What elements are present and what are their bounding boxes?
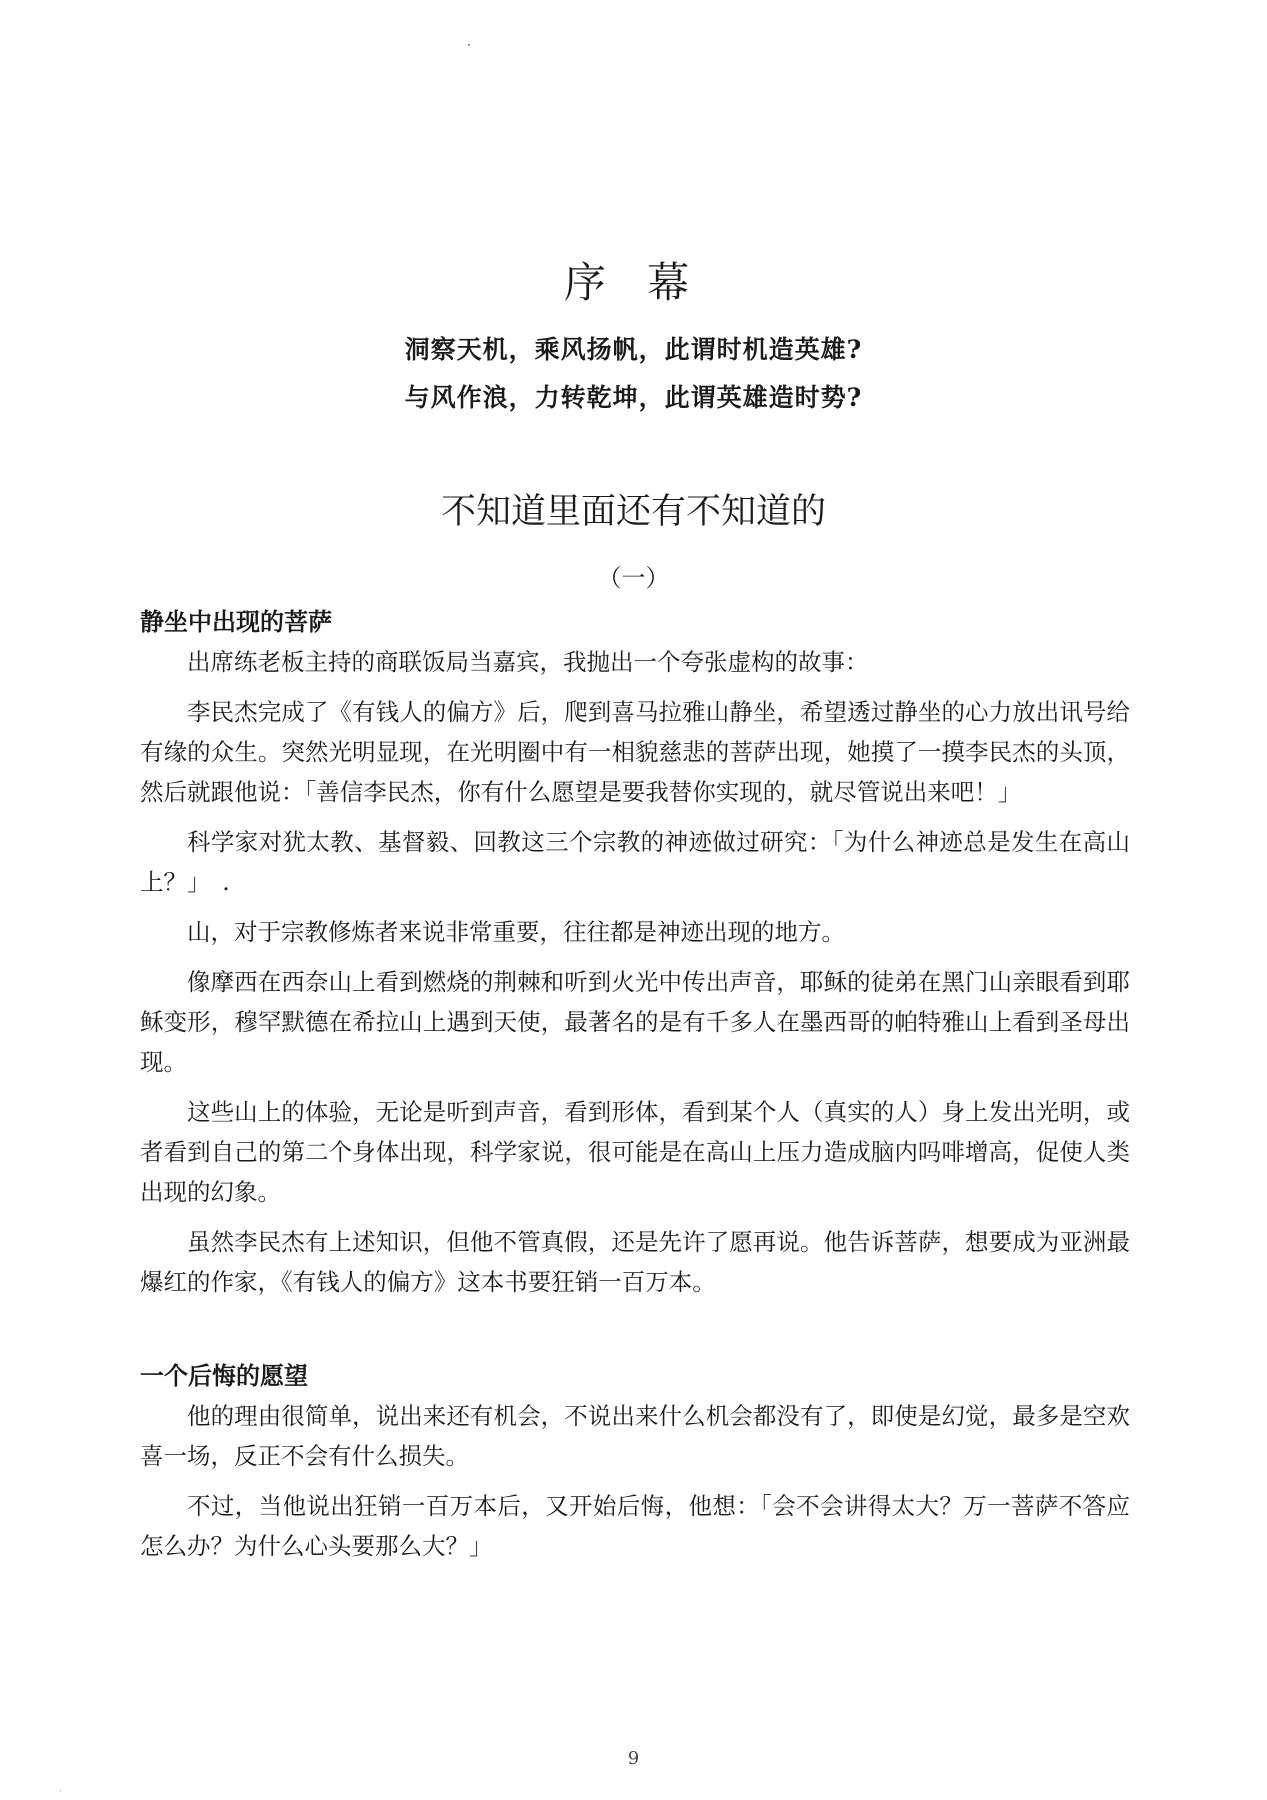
body-text [140,602,1130,1576]
paragraph: 科学家对犹太教、基督毅、回教这三个宗教的神迹做过研究：「为什么神迹总是发生在高山上？」 . [140,828,1130,896]
chapter-title: 不知道里面还有不知道的 [440,492,826,532]
page-number: 9 [627,1748,640,1769]
paragraph: 虽然李民杰有上述知识，但他不管真假，还是先许了愿再说。他告诉菩萨，想要成为亚洲最爆红的作家，《有钱人的偏方》这本书要狂销一百万本。 [140,1228,1130,1296]
prologue-title: 序 幕 [563,258,704,307]
part-number: （一） [597,564,670,592]
paragraph: 不过，当他说出狂销一百万本后，又开始后悔，他想：「会不会讲得太大？万一菩萨不答应怎么办？为什么心头要那么大？」 [140,1492,1130,1560]
scan-speck [60,1790,61,1791]
paragraph: 他的理由很简单，说出来还有机会，不说出来什么机会都没有了，即使是幻觉，最多是空欢喜一场，反正不会有什么损失。 [140,1402,1130,1470]
section-heading-2: 一个后悔的愿望 [140,1361,308,1390]
paragraph: 李民杰完成了《有钱人的偏方》后，爬到喜马拉雅山静坐，希望透过静坐的心力放出讯号给有缘的众生。突然光明显现，在光明圈中有一相貌慈悲的菩萨出现，她摸了一摸李民杰的头顶，然后就跟他说：「善信李民杰，你有什么愿望是要我替你实现的，就尽管说出来吧！」 [140,698,1130,806]
section-gap [140,1312,1130,1356]
scan-speck [468,44,470,46]
paragraph: 这些山上的体验，无论是听到声音，看到形体，看到某个人（真实的人）身上发出光明，或者看到自己的第二个身体出现，科学家说，很可能是在高山上压力造成脑内吗啡增高，促使人类出现的幻象。 [140,1098,1130,1206]
section-heading-1: 静坐中出现的菩萨 [140,607,332,636]
paragraph: 像摩西在西奈山上看到燃烧的荆棘和听到火光中传出声音，耶稣的徒弟在黑门山亲眼看到耶稣变形，穆罕默德在希拉山上遇到天使，最著名的是有千多人在墨西哥的帕特雅山上看到圣母出现。 [140,968,1130,1076]
epigraph-line-2: 与风作浪，力转乾坤，此谓英雄造时势? [404,383,863,412]
paragraph: 山，对于宗教修炼者来说非常重要，往往都是神迹出现的地方。 [187,918,845,946]
epigraph-line-1: 洞察天机，乘风扬帆，此谓时机造英雄? [404,335,863,364]
paragraph: 出席练老板主持的商联饭局当嘉宾，我抛出一个夸张虚构的故事： [187,648,869,676]
